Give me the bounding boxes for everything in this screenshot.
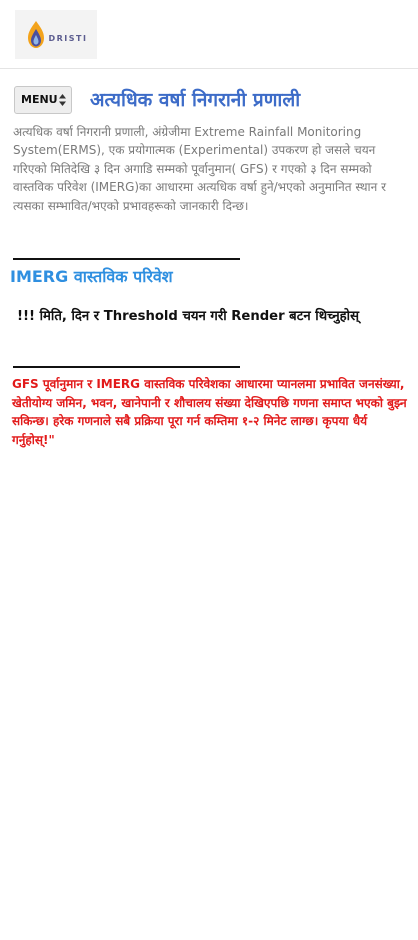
logo-text: DRISTI [48, 34, 88, 43]
divider [13, 258, 240, 260]
page-title: अत्यधिक वर्षा निगरानी प्रणाली [90, 89, 301, 111]
imerg-section-heading: IMERG वास्तविक परिवेश [10, 267, 173, 286]
updown-arrows-icon [59, 94, 66, 106]
top-bar [0, 0, 418, 69]
dristi-logo[interactable] [15, 10, 97, 59]
processing-notice: GFS पूर्वानुमान र IMERG वास्तविक परिवेशका आधारमा प्यानलमा प्रभावित जनसंख्या, खेतीयोग्य जमिन, भवन, खानेपानी र शौचालय संख्या देखिएपछि गणना समाप्त भएको बुझ्न सकिन्छ। हरेक गणनाले सबै प्रक्रिया पूरा गर्न कम्तिमा १-२ मिनेट लाग्छ। कृपया धैर्य गर्नुहोस्!" [12, 377, 407, 447]
flame-droplet-icon [25, 20, 47, 50]
render-instruction: !!! मिति, दिन र Threshold चयन गरी Render बटन थिच्नुहोस् [17, 309, 359, 324]
menu-row [14, 86, 414, 116]
menu-select[interactable] [14, 86, 72, 114]
intro-paragraph: अत्यधिक वर्षा निगरानी प्रणाली, अंग्रेजीमा Extreme Rainfall Monitoring System(ERMS), एक प्रयोगात्मक (Experimental) उपकरण हो जसले चयन गरिएको मितिदेखि ३ दिन अगाडि सम्मको पूर्वानुमान( GFS) र गएको ३ दिन सम्मको वास्तविक परिवेश (IMERG)का आधारमा अत्यधिक वर्षा हुने/भएको अनुमानित स्थान र त्यसका सम्भावित/भएको प्रभावहरूको जानकारी दिन्छ। [13, 125, 387, 213]
divider [13, 366, 240, 368]
menu-label: MENU [21, 93, 58, 106]
